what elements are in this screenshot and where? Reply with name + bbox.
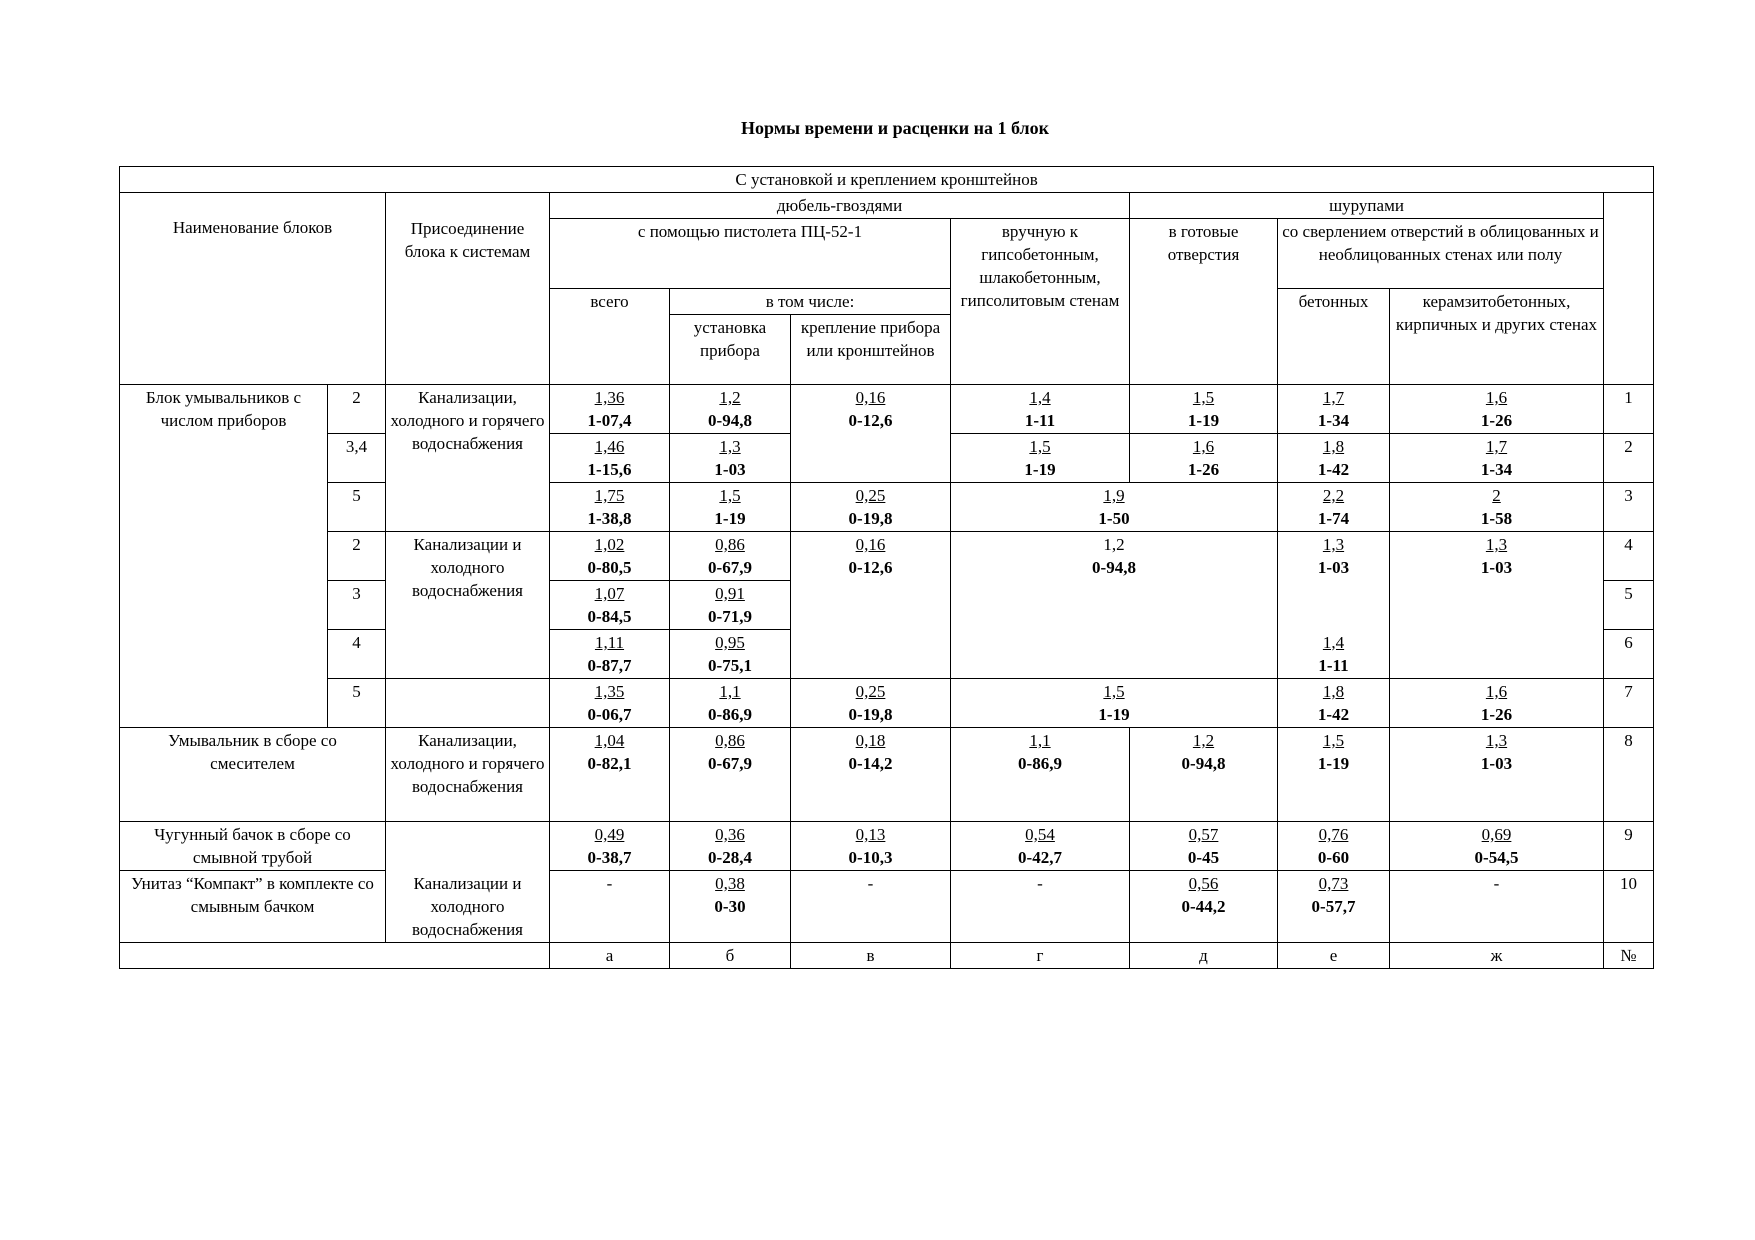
- cell-e: 1,8 1-42: [1278, 434, 1390, 483]
- cell-v: 0,18 0-14,2: [791, 728, 951, 822]
- cell-zh: 1,3 1-03: [1390, 532, 1604, 679]
- cell-zh: 2 1-58: [1390, 483, 1604, 532]
- row-number: 1: [1604, 385, 1654, 434]
- cell-a: -: [550, 871, 670, 943]
- header-connection: Присоединение блока к системам: [386, 193, 550, 385]
- footer-col-label: г: [951, 942, 1130, 968]
- row-number: 3: [1604, 483, 1654, 532]
- cell-gd: 1,2 0-94,8: [951, 532, 1278, 679]
- row-number: 4: [1604, 532, 1654, 581]
- cell-e: 0,76 0-60: [1278, 822, 1390, 871]
- cell-a: 0,49 0-38,7: [550, 822, 670, 871]
- footer-empty: [120, 942, 550, 968]
- header-concrete: бетонных: [1278, 289, 1390, 385]
- cell-b: 1,3 1-03: [670, 434, 791, 483]
- header-number-col: [1604, 193, 1654, 385]
- count-cell: 3,4: [328, 434, 386, 483]
- table-row: [120, 532, 1654, 581]
- header-manual: вручную к гипсобетонным, шлакобетонным, гипсолитовым стенам: [951, 219, 1130, 385]
- cell-a: 1,36 1-07,4: [550, 385, 670, 434]
- cell-a: 1,46 1-15,6: [550, 434, 670, 483]
- count-cell: 4: [328, 630, 386, 679]
- count-cell: 2: [328, 532, 386, 581]
- cell-b: 1,5 1-19: [670, 483, 791, 532]
- connection-cell: Канализации и холодного водоснабжения: [386, 871, 550, 943]
- norms-table: [119, 166, 1654, 969]
- row-number: 10: [1604, 871, 1654, 943]
- cell-g: 0,54 0-42,7: [951, 822, 1130, 871]
- footer-col-label: б: [670, 942, 791, 968]
- cast-tank-label: Чугунный бачок в сборе со смывной трубой: [120, 822, 386, 871]
- cell-zh: 0,69 0-54,5: [1390, 822, 1604, 871]
- count-cell: 5: [328, 483, 386, 532]
- cell-e: 0,73 0-57,7: [1278, 871, 1390, 943]
- header-pistol: с помощью пистолета ПЦ-52-1: [550, 219, 951, 289]
- header-dowel: дюбель-гвоздями: [550, 193, 1130, 219]
- cell-b: 0,95 0-75,1: [670, 630, 791, 679]
- count-cell: 3: [328, 581, 386, 630]
- header-fastening: крепление прибора или кронштейнов: [791, 315, 951, 385]
- cell-d: 1,2 0-94,8: [1130, 728, 1278, 822]
- cell-v: -: [791, 871, 951, 943]
- cell-d: 0,56 0-44,2: [1130, 871, 1278, 943]
- table-row: [120, 728, 1654, 822]
- cell-a: 1,75 1-38,8: [550, 483, 670, 532]
- footer-col-label: е: [1278, 942, 1390, 968]
- row-number: 9: [1604, 822, 1654, 871]
- cell-v: 0,13 0-10,3: [791, 822, 951, 871]
- cell-zh: 1,7 1-34: [1390, 434, 1604, 483]
- row-number: 8: [1604, 728, 1654, 822]
- header-ceramsite: керамзитобетонных, кирпичных и других стенах: [1390, 289, 1604, 385]
- footer-col-label: а: [550, 942, 670, 968]
- cell-d: 0,57 0-45: [1130, 822, 1278, 871]
- count-cell: 5: [328, 679, 386, 728]
- cell-e: 1,8 1-42: [1278, 679, 1390, 728]
- cell-a: 1,04 0-82,1: [550, 728, 670, 822]
- cell-g: 1,5 1-19: [951, 434, 1130, 483]
- cell-d: 1,6 1-26: [1130, 434, 1278, 483]
- count-cell: 2: [328, 385, 386, 434]
- cell-e: 1,7 1-34: [1278, 385, 1390, 434]
- cell-b: 0,86 0-67,9: [670, 532, 791, 581]
- header-block-name: Наименование блоков: [120, 193, 386, 385]
- cell-e: 1,3 1-03: [1278, 532, 1390, 581]
- row-number: 5: [1604, 581, 1654, 630]
- cell-a: 1,11 0-87,7: [550, 630, 670, 679]
- footer-col-label: в: [791, 942, 951, 968]
- connection-cell-empty: [386, 679, 550, 728]
- cell-gd: 1,9 1-50: [951, 483, 1278, 532]
- cell-zh: -: [1390, 871, 1604, 943]
- connection-cell: Канализации и холодного водоснабжения: [386, 532, 550, 679]
- header-install: установка прибора: [670, 315, 791, 385]
- document-title: Нормы времени и расценки на 1 блок: [740, 118, 1049, 138]
- cell-g: -: [951, 871, 1130, 943]
- cell-e: 1,5 1-19: [1278, 728, 1390, 822]
- cell-e: 1,4 1-11: [1278, 630, 1390, 679]
- footer-col-label: №: [1604, 942, 1654, 968]
- table-row: [120, 871, 1654, 943]
- cell-a: 1,07 0-84,5: [550, 581, 670, 630]
- header-screws: шурупами: [1130, 193, 1604, 219]
- row-number: 6: [1604, 630, 1654, 679]
- cell-b: 0,36 0-28,4: [670, 822, 791, 871]
- cell-zh: 1,6 1-26: [1390, 385, 1604, 434]
- cell-a: 1,02 0-80,5: [550, 532, 670, 581]
- header-row: [120, 167, 1654, 193]
- cell-e: [1278, 581, 1390, 630]
- cell-d: 1,5 1-19: [1130, 385, 1278, 434]
- cell-b: 0,91 0-71,9: [670, 581, 791, 630]
- cell-a: 1,35 0-06,7: [550, 679, 670, 728]
- header-including: в том числе:: [670, 289, 951, 315]
- table-row: [120, 822, 1654, 871]
- cell-zh: 1,3 1-03: [1390, 728, 1604, 822]
- footer-col-label: ж: [1390, 942, 1604, 968]
- header-ready-holes: в готовые отверстия: [1130, 219, 1278, 385]
- connection-cell-empty: [386, 822, 550, 871]
- connection-cell: Канализации, холодного и горячего водоснабжения: [386, 728, 550, 822]
- cell-zh: 1,6 1-26: [1390, 679, 1604, 728]
- footer-row: [120, 942, 1654, 968]
- cell-v: 0,16 0-12,6: [791, 532, 951, 679]
- cell-b: 0,38 0-30: [670, 871, 791, 943]
- cell-b: 0,86 0-67,9: [670, 728, 791, 822]
- header-total: всего: [550, 289, 670, 385]
- cell-b: 1,2 0-94,8: [670, 385, 791, 434]
- cell-g: 1,1 0-86,9: [951, 728, 1130, 822]
- cell-e: 2,2 1-74: [1278, 483, 1390, 532]
- washbasin-block-label: Блок умывальников с числом приборов: [120, 385, 328, 728]
- cell-g: 1,4 1-11: [951, 385, 1130, 434]
- cell-gd: 1,5 1-19: [951, 679, 1278, 728]
- table-row: [120, 483, 1654, 532]
- header-drilling: со сверлением отверстий в облицованных и необлицованных стенах или полу: [1278, 219, 1604, 289]
- cell-v: 0,16 0-12,6: [791, 385, 951, 483]
- toilet-label: Унитаз “Компакт” в комплекте со смывным бачком: [120, 871, 386, 943]
- header-top: С установкой и креплением кронштейнов: [120, 167, 1654, 193]
- cell-b: 1,1 0-86,9: [670, 679, 791, 728]
- footer-col-label: д: [1130, 942, 1278, 968]
- table-row: [120, 679, 1654, 728]
- washbasin-mixer-label: Умывальник в сборе со смесителем: [120, 728, 386, 822]
- header-row: [120, 193, 1654, 219]
- connection-cell: Канализации, холодного и горячего водоснабжения: [386, 385, 550, 532]
- row-number: 2: [1604, 434, 1654, 483]
- cell-v: 0,25 0-19,8: [791, 679, 951, 728]
- row-number: 7: [1604, 679, 1654, 728]
- cell-v: 0,25 0-19,8: [791, 483, 951, 532]
- table-row: [120, 385, 1654, 434]
